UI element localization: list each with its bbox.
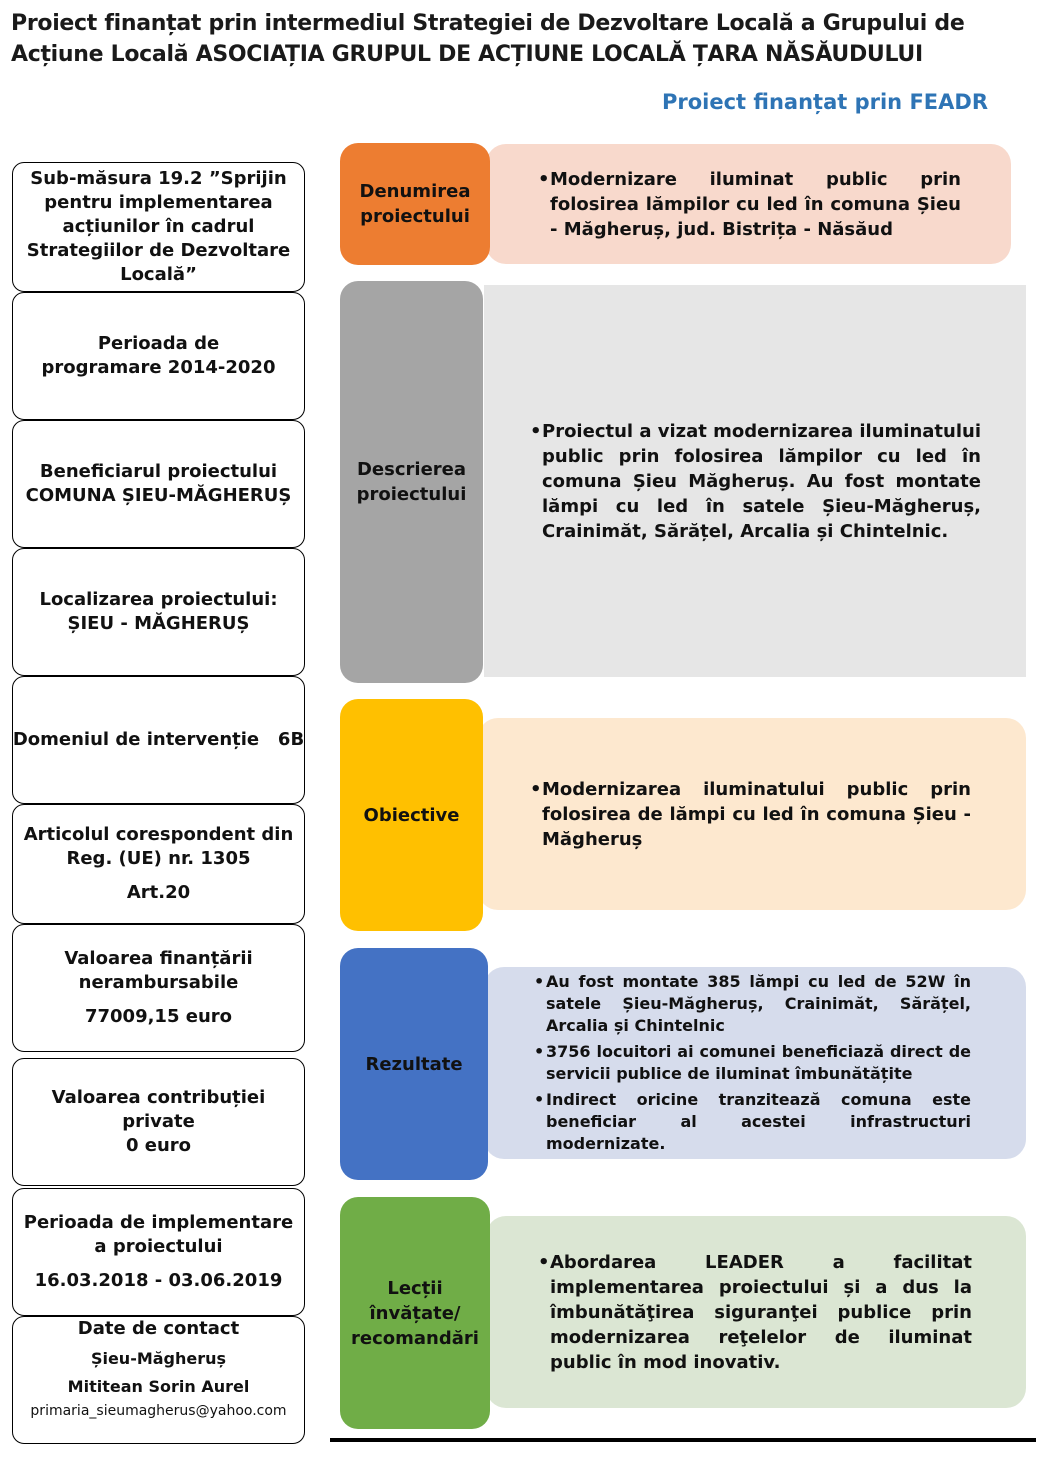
valoare-label: Valoarea finanțării nerambursabile bbox=[64, 948, 253, 993]
rezultate-item: • Au fost montate 385 lămpi cu led de 52W în satele Șieu-Măgheruș, Crainimăt, Sărățel, Arcalia și Chintelnic bbox=[534, 971, 971, 1037]
rezultate-label: Rezultate bbox=[340, 948, 488, 1180]
rezultate-panel bbox=[484, 967, 1026, 1159]
valoare-box bbox=[12, 924, 305, 1052]
lectii-text: • Abordarea LEADER a facilitat implementarea proiectului și a dus la îmbunătăţirea siguranţei publice prin modernizarea reţelelor de iluminat public în mod inovativ. bbox=[538, 1250, 972, 1375]
submasura-box bbox=[12, 162, 305, 292]
lectii-panel bbox=[486, 1216, 1026, 1408]
contact-name: Mititean Sorin Aurel bbox=[67, 1377, 250, 1396]
localizare-label: Localizarea proiectului: bbox=[39, 589, 278, 610]
localizare-box bbox=[12, 548, 305, 676]
contributie-box bbox=[12, 1058, 305, 1186]
beneficiar-box bbox=[12, 420, 305, 548]
localizare-value: ȘIEU - MĂGHERUȘ bbox=[67, 613, 250, 634]
implementare-box bbox=[12, 1188, 305, 1316]
contact-email: primaria_sieumagherus@yahoo.com bbox=[30, 1403, 287, 1419]
perioada-programare-box bbox=[12, 292, 305, 420]
submasura-text: Sub-măsura 19.2 ”Sprijin pentru implementarea acțiunilor în cadrul Strategiilor de Dezvoltare Locală” bbox=[26, 168, 291, 285]
beneficiar-value: COMUNA ȘIEU-MĂGHERUȘ bbox=[25, 485, 292, 506]
page-subtitle: Proiect finanțat prin FEADR bbox=[661, 90, 988, 114]
domeniu-box bbox=[12, 676, 305, 804]
descriere-text: • Proiectul a vizat modernizarea iluminatului public prin folosirea lămpilor cu led în comuna Șieu Măgheruș. Au fost montate lămpi cu led în satele Șieu-Măgheruș, Crainimăt, Sărățel, Arcalia și Chintelnic. bbox=[530, 419, 981, 544]
lectii-label: Lecții învățate/ recomandări bbox=[340, 1197, 490, 1429]
articol-label: Articolul corespondent din Reg. (UE) nr. 1305 bbox=[23, 824, 294, 869]
contact-place: Șieu-Măgheruș bbox=[90, 1349, 227, 1368]
articol-value: Art.20 bbox=[126, 882, 191, 903]
contact-box bbox=[12, 1316, 305, 1444]
implementare-value: 16.03.2018 - 03.06.2019 bbox=[34, 1270, 283, 1291]
obiective-panel bbox=[478, 718, 1026, 910]
articol-box bbox=[12, 804, 305, 924]
implementare-label: Perioada de implementare a proiectului bbox=[23, 1212, 294, 1257]
rezultate-item: • Indirect oricine tranzitează comuna este beneficiar al acestei infrastructuri modernizate. bbox=[534, 1089, 971, 1155]
valoare-value: 77009,15 euro bbox=[84, 1006, 233, 1027]
descriere-label: Descrierea proiectului bbox=[340, 281, 483, 683]
beneficiar-label: Beneficiarul proiectului bbox=[39, 461, 278, 482]
denumire-text: • Modernizare iluminat public prin folosirea lămpilor cu led în comuna Șieu - Măgheruș, jud. Bistrița - Năsăud bbox=[538, 167, 961, 242]
contact-label: Date de contact bbox=[77, 1318, 240, 1339]
page-title: Proiect finanțat prin intermediul Strategiei de Dezvoltare Locală a Grupului de Acțiune Locală ASOCIAȚIA GRUPUL DE ACȚIUNE LOCALĂ ȚARA NĂSĂUDULUI bbox=[11, 11, 965, 67]
contributie-value: 0 euro bbox=[125, 1135, 192, 1156]
obiective-text: • Modernizarea iluminatului public prin folosirea de lămpi cu led în comuna Șieu - Măgheruș bbox=[530, 777, 971, 852]
descriere-panel bbox=[484, 285, 1026, 677]
bottom-divider bbox=[330, 1438, 1036, 1442]
denumire-panel bbox=[486, 144, 1011, 264]
domeniu-text: Domeniul de intervenție 6B bbox=[12, 729, 305, 750]
contributie-label: Valoarea contribuției private bbox=[51, 1087, 266, 1132]
perioada-programare-text: Perioada de programare 2014-2020 bbox=[41, 333, 276, 378]
rezultate-item: • 3756 locuitori ai comunei beneficiază direct de servicii publice de iluminat îmbunătățite bbox=[534, 1041, 971, 1085]
obiective-label: Obiective bbox=[340, 699, 483, 931]
denumire-label: Denumirea proiectului bbox=[340, 143, 490, 265]
